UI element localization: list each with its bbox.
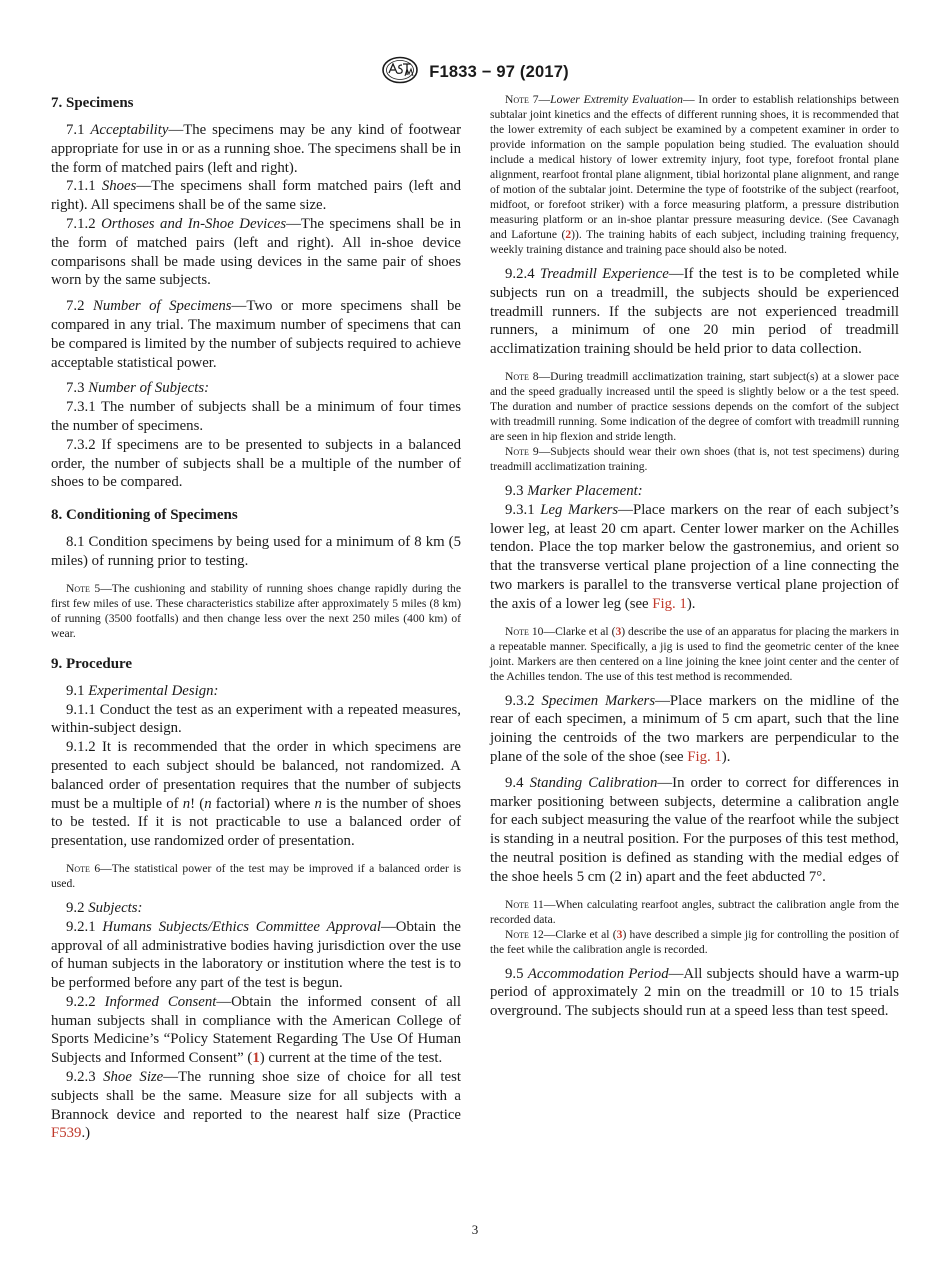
note-8: Note 8—During treadmill acclimatization training, start subject(s) at a slower pace and the speed gradually increased until the speed is slightly below or a the test speed. The duration and number of practice sessions depends on the comfort of the subject with treadmill running. Some indication of the degree of comfort with treadmill running are seen in hip flexion and stride length. bbox=[490, 369, 899, 443]
para-9-2: 9.2 Subjects: bbox=[66, 899, 143, 916]
right-column bbox=[490, 92, 899, 1021]
astm-logo-icon bbox=[381, 56, 419, 89]
para-9-2-1: 9.2.1 Humans Subjects/Ethics Committee Approval—Obtain the approval of all administrative bodies having jurisdiction over the use of human subjects in the laboratory or institution where the test is to be performed before any part of the test is begun. bbox=[51, 918, 461, 992]
section-7-title: 7. Specimens bbox=[51, 95, 134, 111]
para-7-1-1: 7.1.1 Shoes—The specimens shall form matched pairs (left and right). All specimens shall be of the same size. bbox=[51, 178, 461, 214]
para-7-1: 7.1 Acceptability—The specimens may be any kind of footwear appropriate for use in or as a running shoe. The specimens shall be in the form of matched pairs (left and right). bbox=[51, 122, 461, 176]
para-8-1: 8.1 Condition specimens by being used for a minimum of 8 km (5 miles) of running prior to testing. bbox=[51, 534, 461, 569]
note-11: Note 11—When calculating rearfoot angles, subtract the calibration angle from the recorded data. bbox=[490, 897, 899, 926]
para-7-2: 7.2 Number of Specimens—Two or more specimens shall be compared in any trial. The maximum number of specimens that can be compared is limited by the number of subjects required to achieve acceptable statistical power. bbox=[51, 298, 461, 371]
reference-link-1[interactable]: 1 bbox=[252, 1050, 260, 1067]
para-9-1-2: 9.1.2 It is recommended that the order in which specimens are presented to each subject should be balanced, not randomized. A balanced order of presentation requires that the number of subjects must be a multiple of n! (n factorial) where n is the number of shoes to be tested. If it is not practicable to use a balanced order of presentation, use randomized order of presentation. bbox=[51, 739, 461, 850]
note-6: Note 6—The statistical power of the test may be improved if a balanced order is used. bbox=[51, 861, 461, 890]
fig-1-link[interactable]: Fig. 1 bbox=[687, 748, 722, 765]
para-9-3: 9.3 Marker Placement: bbox=[505, 482, 643, 499]
para-9-1-1: 9.1.1 Conduct the test as an experiment with a repeated measures, within-subject design. bbox=[51, 701, 461, 737]
para-9-5: 9.5 Accommodation Period—All subjects should have a warm-up period of approximately 2 min on the treadmill or 10 to 15 trials overground. The subjects should run at a speed less than test speed. bbox=[490, 965, 899, 1020]
para-7-3-2: 7.3.2 If specimens are to be presented to subjects in a balanced order, the number of subjects shall be a multiple of the number of shoes to be compared. bbox=[51, 436, 461, 491]
reference-link-3[interactable]: 3 bbox=[615, 624, 622, 638]
para-7-3-1: 7.3.1 The number of subjects shall be a minimum of four times the number of specimens. bbox=[51, 399, 461, 434]
left-column bbox=[51, 92, 461, 1143]
para-9-3-1: 9.3.1 Leg Markers—Place markers on the rear of each subject’s lower leg, at least 20 cm apart. Center lower marker on the Achilles tendon. Place the top marker below the gastronemius, and orient so that the transverse vertical plane projection of a line connecting the two markers is parallel to the transverse vertical plane projection of the axis of a lower leg (see Fig. 1). bbox=[490, 501, 900, 612]
para-9-1: 9.1 Experimental Design: bbox=[66, 682, 219, 699]
para-7-3: 7.3 Number of Subjects: bbox=[66, 380, 210, 397]
practice-f539-link[interactable]: F539 bbox=[51, 1125, 82, 1142]
note-10: Note 10—Clarke et al (3) describe the use of an apparatus for placing the markers in a repeatable manner. Specifically, a jig is used to find the geometric center of the knee joint. Markers are then centered on a line joining the knee joint center and the center of the Achilles tendon. The use of this test method is recommended. bbox=[490, 624, 899, 683]
para-9-2-2: 9.2.2 Informed Consent—Obtain the informed consent of all human subjects shall in compliance with the American College of Sports Medicine’s “Policy Statement Regarding The Use Of Human Subjects and Informed Consent” (1) current at the time of the test. bbox=[51, 993, 462, 1067]
para-9-3-2: 9.3.2 Specimen Markers—Place markers on the midline of the rear of each specimen, a minimum of 5 cm apart, such that the line joining the centroids of the two markers are perpendicular to the plane of the sole of the shoe (see Fig. 1). bbox=[490, 692, 899, 765]
section-8-title: 8. Conditioning of Specimens bbox=[51, 507, 238, 524]
page-header bbox=[0, 56, 950, 89]
document-designation: F1833 − 97 (2017) bbox=[429, 63, 569, 81]
para-9-2-3: 9.2.3 Shoe Size—The running shoe size of choice for all test subjects shall be the same. Measure size for all subjects with a Brannock device and reported to the nearest half size (Practice F539.) bbox=[51, 1069, 461, 1142]
section-9-title: 9. Procedure bbox=[51, 655, 133, 672]
fig-1-link[interactable]: Fig. 1 bbox=[652, 595, 687, 612]
reference-link-3[interactable]: 3 bbox=[616, 927, 623, 941]
para-7-1-2: 7.1.2 Orthoses and In-Shoe Devices—The specimens shall be in the form of matched pairs (left and right). All in-shoe device comparisons shall be made using devices in the same pair of shoes worn by the same subjects. bbox=[51, 215, 461, 289]
page-number: 3 bbox=[471, 1222, 479, 1237]
note-5: Note 5—The cushioning and stability of running shoes change rapidly during the first few miles of use. These characteristics stabilize after approximately 5 miles (8 km) of running (3500 footfalls) and then change less over the next 250 miles (400 km) of wear. bbox=[51, 581, 461, 640]
note-9: Note 9—Subjects should wear their own shoes (that is, not test specimens) during treadmill acclimatization training. bbox=[490, 444, 899, 473]
note-7: Note 7—Lower Extremity Evaluation— In order to establish relationships between subtalar joint kinetics and the effects of different running shoes, it is recommended that the lower extremity of each subject be examined by a competent examiner in order to provide information on the sample population being studied. The evaluation should include a medical history of lower extremity injury, foot type, forefoot frontal plane alignment, rearfoot frontal plane alignment, tibial horizontal plane alignment, and range of motion of the subtalar joint. Determine the type of footstrike of the subject (rearfoot, midfoot, or forefoot striker) with a force measuring platform, a pressure distribution measuring platform or an in-shoe plantar pressure measuring device. (See Cavanagh and Lafortune (2)). The training habits of each subject, including training frequency, weekly training distance and training pace should also be noted. bbox=[490, 93, 899, 256]
para-9-4: 9.4 Standing Calibration—In order to correct for differences in marker positioning between subjects, determine a calibration angle for each subject measuring the value of the rearfoot while the subject is standing in a neutral position. For the purposes of this test method, the neutral position is defined as standing with the medial edges of the shoe heels 5 cm (2 in) apart and the feet abducted 7°. bbox=[490, 774, 899, 885]
reference-link-2[interactable]: 2 bbox=[565, 228, 572, 241]
note-12: Note 12—Clarke et al (3) have described a simple jig for controlling the position of the feet while the calibration angle is recorded. bbox=[490, 927, 900, 956]
para-9-2-4: 9.2.4 Treadmill Experience—If the test is to be completed while subjects run on a treadmill, the subjects should be experienced treadmill runners. If the subjects are not experienced treadmill runners, a minimum of one 20 min period of treadmill acclimatization training should be held prior to data collection. bbox=[490, 266, 900, 358]
